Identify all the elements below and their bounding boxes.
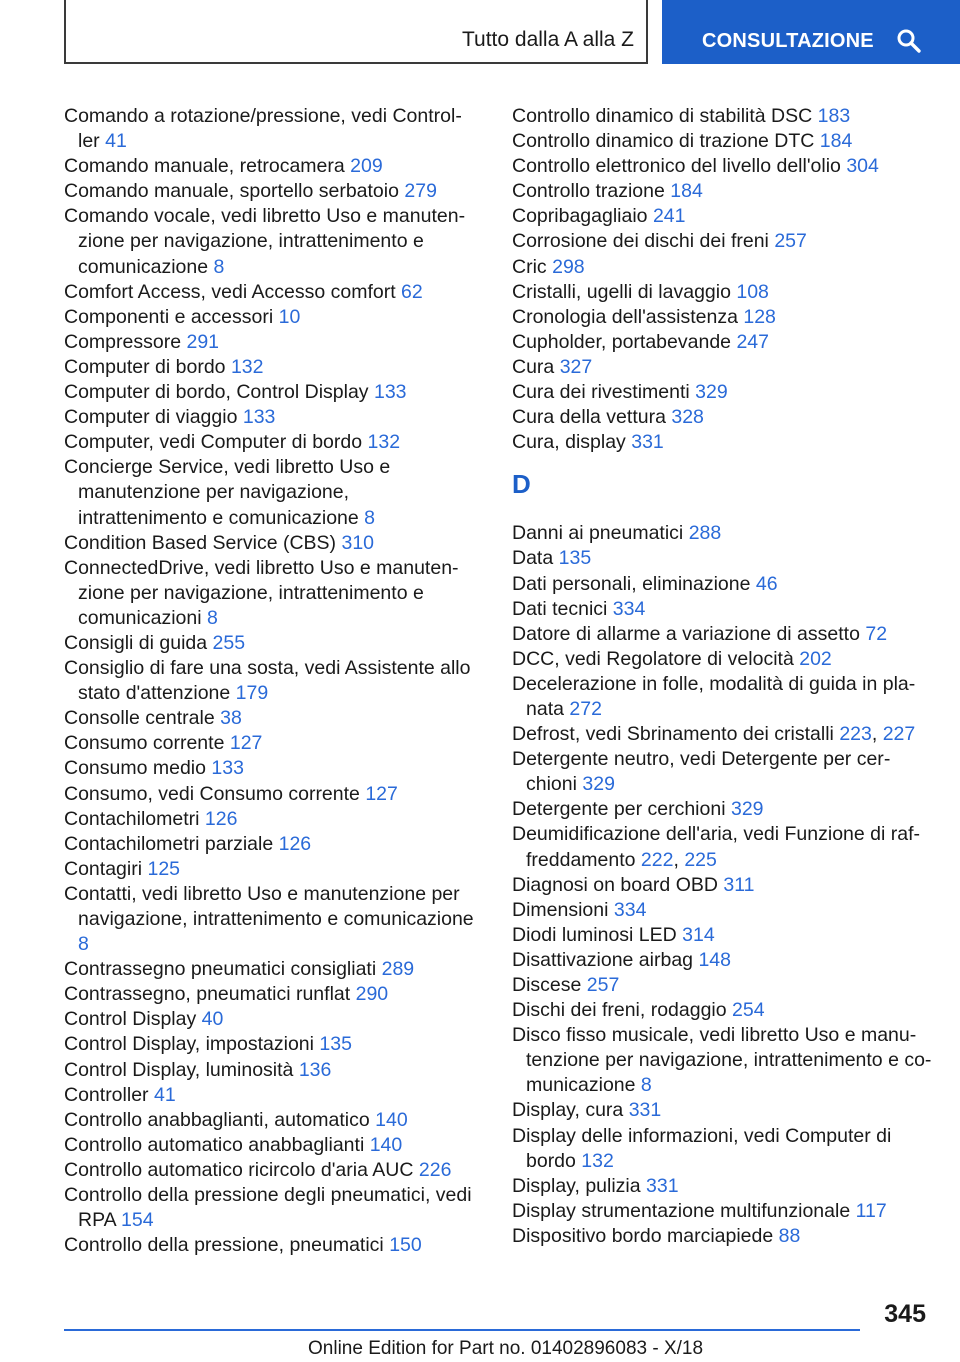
index-entry-text: Compressore [64, 330, 182, 353]
page-reference-link[interactable]: 298 [552, 255, 585, 278]
index-entry-text: Contatti, vedi libretto Uso e manutenzione per navigazione, intrattenimento e comunicazione [64, 882, 474, 930]
index-entry-text: Decelerazione in folle, modalità di guida in planata [512, 672, 916, 720]
page-reference-link[interactable]: 128 [743, 305, 776, 328]
index-entry-text: Cura dei rivestimenti [512, 381, 690, 404]
page-reference-link[interactable]: 8 [206, 606, 218, 629]
index-entry-text: Display strumentazione multifunzionale [512, 1199, 851, 1222]
index-entry-text: Concierge Service, vedi libretto Uso e manutenzione per navigazione, intrattenimento e comunicazione [64, 456, 391, 529]
page-reference-link[interactable]: 8 [640, 1074, 652, 1097]
index-entry [512, 405, 932, 430]
index-entry [64, 280, 474, 305]
index-entry-text: Contrassegno pneumatici consigliati [64, 958, 377, 981]
index-entry-text: Danni ai pneumatici [512, 522, 684, 545]
index-entry [512, 1124, 932, 1174]
page-reference-link[interactable]: 255 [212, 631, 246, 654]
index-entry [64, 380, 474, 405]
index-entry-text: Controllo della pressione, pneumatici [64, 1234, 384, 1257]
index-entry [512, 647, 932, 672]
page-reference-link[interactable]: 88 [778, 1224, 801, 1247]
page-reference-link[interactable]: 223 [839, 723, 872, 746]
index-entry-text: Cura della vettura [512, 406, 666, 429]
page-reference-link[interactable]: 334 [612, 597, 646, 620]
index-entry-text: Contachilometri parziale [64, 832, 274, 855]
index-entry-text: Data [512, 547, 554, 570]
page-reference-link[interactable]: 331 [631, 431, 664, 454]
index-entry-text: Display, pulizia [512, 1174, 641, 1197]
index-entry-text: Controllo anabbaglianti, automatico [64, 1108, 370, 1131]
index-entry-text: Display delle informazioni, vedi Computer di bordo [512, 1124, 892, 1172]
index-entry [64, 1032, 474, 1057]
page-reference-link[interactable]: 314 [682, 923, 715, 946]
footer-divider [64, 1329, 860, 1331]
index-entry [512, 998, 932, 1023]
index-entry-text: Diodi luminosi LED [512, 923, 677, 946]
page-reference-link[interactable]: 126 [278, 832, 312, 855]
index-entry-text: Dischi dei freni, rodaggio [512, 999, 727, 1022]
index-entry-text: Controllo della pressione degli pneumatici, vedi RPA [64, 1184, 472, 1232]
index-entry-text: Dati personali, eliminazione [512, 572, 751, 595]
page-reference-link[interactable]: 288 [688, 522, 722, 545]
page-reference-link[interactable]: 329 [582, 773, 615, 796]
page-reference-link[interactable]: 304 [846, 155, 879, 178]
index-entry-text: Condition Based Service (CBS) [64, 531, 337, 554]
page-reference-link[interactable]: 328 [671, 406, 704, 429]
index-entry-text: Controllo automatico anabbaglianti [64, 1133, 365, 1156]
page-reference-link[interactable]: 202 [799, 647, 832, 670]
page-reference-link[interactable]: 46 [755, 572, 778, 595]
index-entry [512, 948, 932, 973]
index-entry-text: Cristalli, ugelli di lavaggio [512, 280, 731, 303]
index-entry-text: Control Display [64, 1008, 197, 1031]
page-reference-link[interactable]: 135 [319, 1033, 352, 1056]
index-entry [512, 129, 932, 154]
page-reference-link[interactable]: 179 [235, 682, 269, 705]
index-entry [64, 756, 474, 781]
index-entry [512, 672, 932, 722]
page-reference-link[interactable]: 154 [121, 1209, 154, 1232]
page-reference-link[interactable]: 126 [204, 807, 238, 830]
index-group-d [512, 521, 932, 1249]
index-entry [512, 104, 932, 129]
header-left-box [64, 0, 648, 64]
index-entry-text: Controllo elettronico del livello dell'olio [512, 155, 841, 178]
index-entry-text: Controller [64, 1083, 149, 1106]
index-entry-text: Detergente per cerchioni [512, 798, 726, 821]
page-reference-link[interactable]: 117 [855, 1199, 887, 1222]
index-entry [64, 982, 474, 1007]
index-entry-text: Control Display, luminosità [64, 1058, 294, 1081]
index-entry [64, 330, 474, 355]
index-entry [512, 204, 932, 229]
section-letter-d: D [512, 469, 531, 500]
index-entry-text: Diagnosi on board OBD [512, 873, 718, 896]
index-entry [512, 898, 932, 923]
page-reference-link[interactable]: 329 [730, 798, 764, 821]
index-entry [512, 521, 932, 546]
page-reference-link[interactable]: 62 [401, 280, 423, 303]
page-reference-link[interactable]: 136 [298, 1058, 332, 1081]
index-entry-text: ConnectedDrive, vedi libretto Uso e manutenzione per navigazione, intrattenimento e comunicazioni [64, 556, 459, 629]
page-reference-link[interactable]: 41 [153, 1083, 176, 1106]
index-entry-text: Corrosione dei dischi dei freni [512, 230, 769, 253]
page-reference-link[interactable]: 132 [230, 355, 264, 378]
index-entry-text: Consumo corrente [64, 732, 225, 755]
index-entry: Defrost, vedi Sbrinamento dei cristalli 223, 227 [512, 723, 916, 746]
page-reference-link[interactable]: 183 [817, 105, 851, 127]
index-entry [512, 1224, 932, 1249]
index-entry-text: Disco fisso musicale, vedi libretto Uso e manutenzione per navigazione, intrattenimento e comunicazione [512, 1024, 932, 1097]
index-entry [512, 546, 932, 571]
index-entry [64, 204, 474, 279]
index-entry-text: Contrassegno, pneumatici runflat [64, 983, 351, 1006]
index-entry [512, 873, 932, 898]
index-entry [512, 973, 932, 998]
index-column-right [512, 104, 932, 1249]
page-reference-link[interactable]: 279 [404, 180, 437, 203]
index-entry-text: Componenti e accessori [64, 305, 274, 328]
page-reference-link[interactable]: 140 [375, 1108, 408, 1131]
index-entry-text: Computer, vedi Computer di bordo [64, 431, 363, 454]
page-reference-link[interactable]: 225 [684, 848, 717, 871]
index-entry: Deumidificazione dell'aria, vedi Funzione di raffreddamento 222, 225 [512, 823, 921, 871]
index-entry-text: Comando manuale, retrocamera [64, 155, 345, 178]
index-entry-text: Contagiri [64, 857, 143, 880]
page-reference-link[interactable]: 331 [646, 1174, 679, 1197]
index-entry-text: Dispositivo bordo marciapiede [512, 1224, 774, 1247]
index-entry-text: Consolle centrale [64, 707, 215, 730]
page-reference-link[interactable]: 127 [365, 782, 398, 805]
page-reference-link[interactable]: 41 [105, 130, 127, 153]
page-reference-link[interactable]: 257 [774, 230, 807, 253]
search-icon[interactable] [896, 28, 922, 54]
index-entry-text: Control Display, impostazioni [64, 1033, 314, 1056]
index-entry-text: Detergente neutro, vedi Detergente per cerchioni [512, 748, 891, 796]
page-reference-link[interactable]: 125 [147, 857, 181, 880]
index-entry-text: Comando a rotazione/pressione, vedi Controller [64, 105, 462, 153]
page-reference-link[interactable]: 227 [882, 723, 916, 746]
index-entry [512, 1023, 932, 1098]
index-entry [512, 280, 932, 305]
index-entry [64, 355, 474, 380]
index-entry-text: Controllo dinamico di stabilità DSC [512, 105, 813, 127]
index-entry [64, 1183, 474, 1233]
index-entry-text: Comando manuale, sportello serbatoio [64, 180, 399, 203]
page-reference-link[interactable]: 140 [369, 1133, 403, 1156]
index-entry [512, 380, 932, 405]
page-reference-link[interactable]: 209 [350, 155, 383, 178]
page-reference-link[interactable]: 257 [586, 974, 620, 996]
page-reference-link[interactable]: 272 [569, 697, 602, 720]
index-entry [64, 631, 474, 656]
index-entry [64, 455, 474, 530]
index-entry-text: Datore di allarme a variazione di assetto [512, 622, 860, 645]
index-entry-text: Comfort Access, vedi Accesso comfort [64, 280, 396, 303]
consultazione-tab[interactable] [662, 0, 960, 64]
index-entry [64, 656, 474, 706]
index-entry [64, 731, 474, 756]
index-entry [64, 957, 474, 982]
index-entry [512, 572, 932, 597]
page-reference-link[interactable]: 331 [628, 1099, 662, 1122]
index-entry [64, 154, 474, 179]
index-entry [512, 154, 932, 179]
page-reference-link[interactable]: 334 [613, 898, 647, 921]
index-entry [64, 104, 474, 154]
index-entry [512, 255, 932, 280]
index-entry [512, 797, 932, 822]
index-entry [64, 832, 474, 857]
index-entry [64, 1058, 474, 1083]
index-entry-text: Computer di bordo, Control Display [64, 381, 369, 404]
index-entry-text: Cronologia dell'assistenza [512, 305, 738, 328]
page-reference-link[interactable]: 310 [341, 531, 375, 554]
page-reference-link[interactable]: 150 [389, 1234, 422, 1257]
index-entry-text: Consumo medio [64, 757, 206, 780]
index-entry [64, 430, 474, 455]
index-entry [512, 305, 932, 330]
index-entry-text: Contachilometri [64, 807, 200, 830]
index-entry-text: Cric [512, 255, 547, 278]
page-reference-link[interactable]: 290 [355, 983, 389, 1006]
page-reference-link[interactable]: 10 [278, 305, 301, 328]
index-entry [64, 1233, 474, 1258]
page-reference-link[interactable]: 8 [213, 255, 225, 278]
index-entry [64, 882, 474, 957]
index-column-left [64, 104, 474, 1258]
index-entry [64, 782, 474, 807]
index-entry [64, 1007, 474, 1032]
page-reference-link[interactable]: 72 [865, 622, 888, 645]
index-entry-text: Consiglio di fare una sosta, vedi Assistente allo stato d'attenzione [64, 657, 471, 705]
index-entry [64, 1083, 474, 1108]
index-entry-text: Deumidificazione dell'aria, vedi Funzione di raffreddamento [512, 823, 921, 871]
index-entry [512, 229, 932, 254]
index-entry [512, 330, 932, 355]
page-reference-link[interactable]: 132 [367, 431, 401, 454]
page-reference-link[interactable]: 289 [381, 958, 415, 981]
index-entry-text: Computer di bordo [64, 355, 226, 378]
index-entry-text: Cupholder, portabevande [512, 330, 732, 353]
index-entry [64, 1133, 474, 1158]
page-reference-link[interactable]: 133 [242, 406, 276, 429]
index-group-c [512, 104, 932, 455]
index-entry [512, 355, 932, 380]
page-reference-link[interactable]: 133 [211, 757, 244, 780]
consultazione-label: CONSULTAZIONE [702, 29, 874, 52]
index-entry [64, 405, 474, 430]
index-entry-text: Cura [512, 355, 555, 378]
section-title: Tutto dalla A alla Z [462, 28, 634, 51]
page-reference-link[interactable]: 148 [698, 948, 731, 971]
page-reference-link[interactable]: 108 [736, 280, 769, 303]
index-entry-text: Dimensioni [512, 898, 609, 921]
index-entry [512, 923, 932, 948]
index-entry [512, 747, 932, 797]
page-reference-link[interactable]: 184 [670, 180, 703, 203]
page-reference-link[interactable]: 291 [186, 330, 220, 353]
index-entry [64, 556, 474, 631]
page-reference-link[interactable]: 327 [559, 355, 593, 378]
page-reference-link[interactable]: 329 [695, 381, 728, 404]
index-entry [64, 1158, 474, 1183]
index-entry [512, 1199, 932, 1224]
index-entry [512, 1098, 932, 1123]
index-entry-text: Computer di viaggio [64, 406, 238, 429]
page-number: 345 [884, 1300, 926, 1328]
index-entry [64, 857, 474, 882]
index-entry [512, 622, 932, 647]
page-reference-link[interactable]: 8 [364, 506, 376, 529]
index-entry-text: Discese [512, 974, 582, 996]
index-entry [64, 807, 474, 832]
page-reference-link[interactable]: 127 [229, 732, 263, 755]
index-entry [64, 179, 474, 204]
index-entry-text: Defrost, vedi Sbrinamento dei cristalli [512, 723, 834, 746]
page-reference-link[interactable]: 133 [373, 381, 407, 404]
index-entry-text: Controllo automatico ricircolo d'aria AUC [64, 1158, 414, 1181]
page-reference-link[interactable]: 226 [418, 1158, 452, 1181]
page-reference-link[interactable]: 241 [652, 205, 686, 228]
page-reference-link[interactable]: 254 [732, 999, 765, 1022]
page-reference-link[interactable]: 38 [220, 707, 242, 730]
index-entry-text: Copribagagliaio [512, 205, 648, 228]
index-entry [64, 305, 474, 330]
page-reference-link[interactable]: 132 [581, 1149, 614, 1172]
index-entry-text: DCC, vedi Regolatore di velocità [512, 647, 794, 670]
page-reference-link[interactable]: 184 [819, 130, 853, 153]
index-entry [512, 430, 932, 455]
index-entry-text: Cura, display [512, 431, 626, 454]
page-reference-link[interactable]: 311 [723, 873, 755, 896]
index-entry-text: Consigli di guida [64, 631, 208, 654]
page-reference-link[interactable]: 222 [640, 848, 674, 871]
index-entry-text: Consumo, vedi Consumo corrente [64, 782, 360, 805]
index-entry-text: Comando vocale, vedi libretto Uso e manutenzione per navigazione, intrattenimento e comunicazione [64, 205, 466, 278]
page-reference-link[interactable]: 135 [558, 547, 592, 570]
index-entry [64, 706, 474, 731]
index-entry [512, 179, 932, 204]
index-entry-text: Disattivazione airbag [512, 948, 694, 971]
page-reference-link[interactable]: 8 [78, 933, 89, 956]
index-entry [64, 531, 474, 556]
index-entry-text: Display, cura [512, 1099, 624, 1122]
page-reference-link[interactable]: 40 [201, 1008, 224, 1031]
index-entry-text: Controllo dinamico di trazione DTC [512, 130, 815, 153]
index-entry [512, 597, 932, 622]
index-entry-text: Dati tecnici [512, 597, 608, 620]
page-reference-link[interactable]: 247 [736, 330, 769, 353]
index-entry [64, 1108, 474, 1133]
index-entry-text: Controllo trazione [512, 180, 665, 203]
edition-text: Online Edition for Part no. 01402896083 - X/18 [308, 1338, 704, 1359]
index-entry [512, 1174, 932, 1199]
